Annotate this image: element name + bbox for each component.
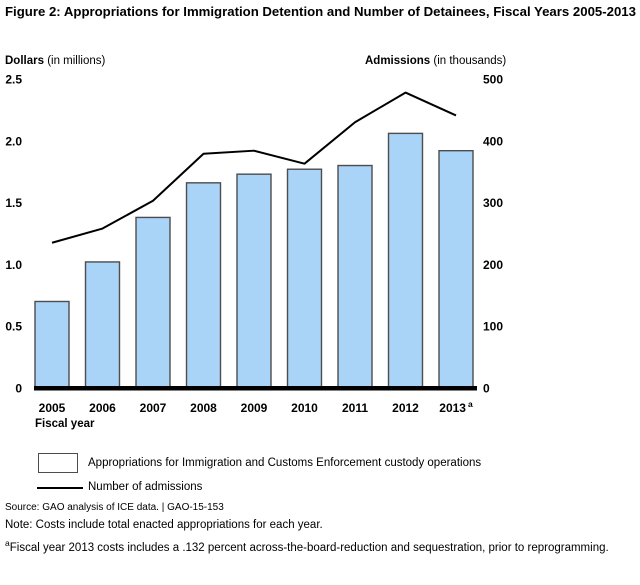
bar-2009 [237,174,271,388]
bar-2008 [187,183,221,388]
left-axis-title-bold: Dollars [5,55,44,67]
right-axis-title-bold: Admissions [365,55,431,67]
legend-line-swatch [37,487,83,489]
bar-2010 [288,169,322,388]
x-tick-2005: 2005 [38,401,66,415]
right-axis-tick-0: 0 [483,381,490,396]
left-axis-title [5,55,105,67]
left-axis-title-units: (in millions) [44,55,106,67]
left-axis-tick-2.0: 2.0 [5,134,22,149]
right-axis-tick-300: 300 [483,196,504,211]
bar-line-chart [0,70,640,418]
x-tick-2009: 2009 [240,401,268,415]
bar-2012 [389,133,423,388]
legend-bar-label: Appropriations for Immigration and Customs Enforcement custody operations [88,457,482,469]
x-tick-2008: 2008 [190,401,217,415]
footnote-marker: a [5,538,10,549]
figure-title: Figure 2: Appropriations for Immigration Detention and Number of Detainees, Fiscal Years 2005-2013 [5,4,636,19]
bar-2005 [35,301,69,388]
footnote-body: Fiscal year 2013 costs includes a .132 percent across-the-board-reduction and sequestration, prior to reprogramming. [9,542,609,554]
right-axis-tick-500: 500 [483,72,504,87]
x-axis-baseline [34,386,477,391]
x-axis-title: Fiscal year [35,418,95,430]
x-tick-2013: 2013 $^a$ [439,399,473,415]
x-tick-2006: 2006 [89,401,116,415]
footnote-text [5,540,637,556]
x-tick-2010: 2010 [291,401,318,415]
note-text: Note: Costs include total enacted appropriations for each year. [5,519,323,531]
x-tick-2012: 2012 [392,401,419,415]
left-axis-tick-0: 0 [15,381,22,396]
right-axis-tick-100: 100 [483,319,504,334]
legend-bar-swatch [38,453,78,473]
bar-2006 [86,262,120,388]
x-tick-2011: 2011 [341,401,369,415]
source-text: Source: GAO analysis of ICE data. | GAO-15-153 [5,502,224,513]
x-tick-2007: 2007 [139,401,167,415]
right-axis-title [365,55,506,67]
legend-line-label: Number of admissions [88,481,203,493]
bar-2011 [338,166,372,388]
left-axis-tick-2.5: 2.5 [5,72,22,87]
bar-2007 [136,217,170,388]
right-axis-tick-200: 200 [483,257,504,272]
left-axis-tick-1.5: 1.5 [5,196,22,211]
bar-2013 [439,151,473,388]
right-axis-tick-400: 400 [483,134,504,149]
right-axis-title-units: (in thousands) [430,55,507,67]
left-axis-tick-0.5: 0.5 [5,319,22,334]
left-axis-tick-1.0: 1.0 [5,257,22,272]
